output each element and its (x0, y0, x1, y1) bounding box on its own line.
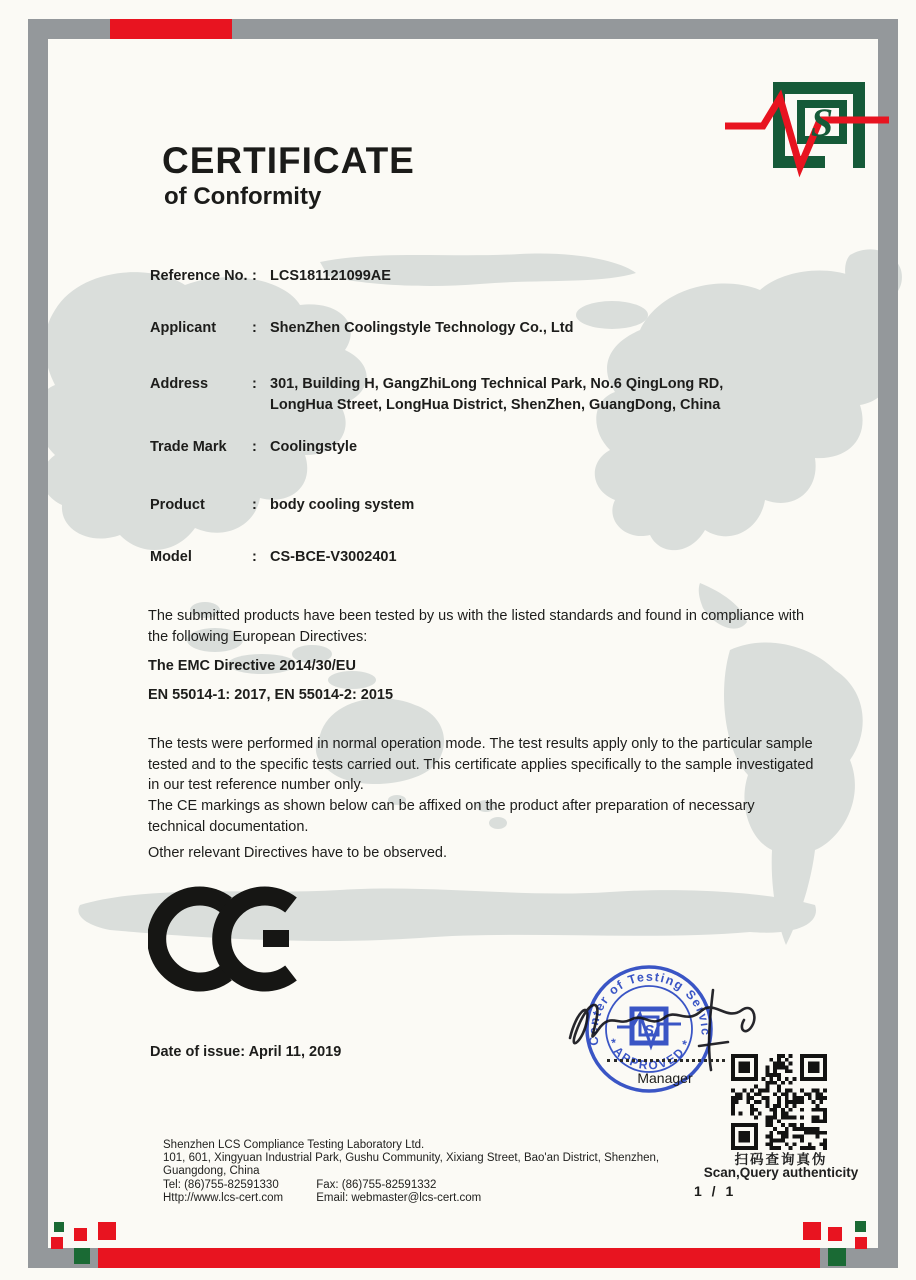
ce-mark (148, 883, 300, 995)
qr-caption-english: Scan,Query authenticity (703, 1165, 859, 1180)
stamp-ring-text-top: Center of Testing Servic (586, 969, 713, 1047)
field-row-product (150, 495, 850, 516)
field-value: 301, Building H, GangZhiLong Technical Park, No.6 QingLong RD, LongHua Street, LongHua District, ShenZhen, GuangDong, China (270, 376, 724, 414)
stamp-ring-text-bottom: * APPROVED * (604, 1036, 695, 1073)
field-label: Model (150, 549, 192, 565)
field-label: Reference No. (150, 268, 248, 284)
tests-note-text: The tests were performed in normal operation mode. The test results apply only to the particular sample tested and to the specific tests carried out. This certificate applies specifically to the sample investigated in our test reference number only. (148, 736, 814, 794)
other-directives-text: Other relevant Directives have to be observed. (148, 845, 448, 861)
field-value: body cooling system (270, 497, 415, 513)
field-colon: : (252, 320, 257, 336)
field-label: Address (150, 376, 209, 392)
field-colon: : (252, 439, 257, 455)
qr-caption-chinese: 扫码查询真伪 (734, 1152, 828, 1167)
field-row-applicant (150, 318, 850, 339)
field-colon: : (252, 376, 257, 392)
lab-website: Http://www.lcs-cert.com (163, 1191, 284, 1204)
svg-text:S: S (643, 1022, 655, 1039)
field-row-address (150, 374, 850, 416)
lab-company-name: Shenzhen LCS Compliance Testing Laboratory Ltd. (163, 1139, 425, 1151)
signature-line (607, 1059, 725, 1062)
field-value: LCS181121099AE (270, 268, 391, 284)
lab-address-line1: 101, 601, Xingyuan Industrial Park, Gushu Community, Xixiang Street, Bao'an District, Shenzhen, (163, 1152, 660, 1165)
qr-code (731, 1054, 827, 1150)
page-number: 1 / 1 (694, 1183, 737, 1199)
certificate-title: CERTIFICATE (162, 140, 415, 181)
lab-email: Email: webmaster@lcs-cert.com (316, 1191, 482, 1204)
ornament-square (74, 1248, 90, 1264)
field-label: Applicant (150, 320, 217, 336)
standards-text: EN 55014-1: 2017, EN 55014-2: 2015 (148, 687, 394, 703)
directive-text: The EMC Directive 2014/30/EU (148, 658, 356, 674)
field-label: Trade Mark (150, 439, 227, 455)
field-value: ShenZhen Coolingstyle Technology Co., Ltd (270, 320, 574, 336)
certificate-subtitle: of Conformity (164, 183, 322, 210)
signer-title: Manager (637, 1070, 693, 1086)
lab-footer (163, 1139, 659, 1205)
field-row-model (150, 547, 850, 568)
compliance-intro-text: The submitted products have been tested by us with the listed standards and found in compliance with the following European Directives: (148, 608, 805, 645)
lcs-logo (723, 66, 891, 178)
field-label: Product (150, 497, 205, 513)
field-value: CS-BCE-V3002401 (270, 549, 397, 565)
field-row-trademark (150, 437, 850, 458)
field-colon: : (252, 268, 257, 284)
ce-note-text: The CE markings as shown below can be affixed on the product after preparation of necessary technical documentation. (148, 798, 755, 835)
field-colon: : (252, 497, 257, 513)
ornament-square (828, 1248, 846, 1266)
date-of-issue: Date of issue: April 11, 2019 (150, 1044, 342, 1060)
lab-fax: Fax: (86)755-82591332 (316, 1178, 437, 1191)
field-colon: : (252, 549, 257, 565)
lab-tel: Tel: (86)755-82591330 (163, 1178, 279, 1191)
svg-text:S: S (810, 100, 834, 145)
field-value: Coolingstyle (270, 439, 358, 455)
field-row-reference (150, 266, 850, 287)
lab-address-line2: Guangdong, China (163, 1165, 260, 1178)
